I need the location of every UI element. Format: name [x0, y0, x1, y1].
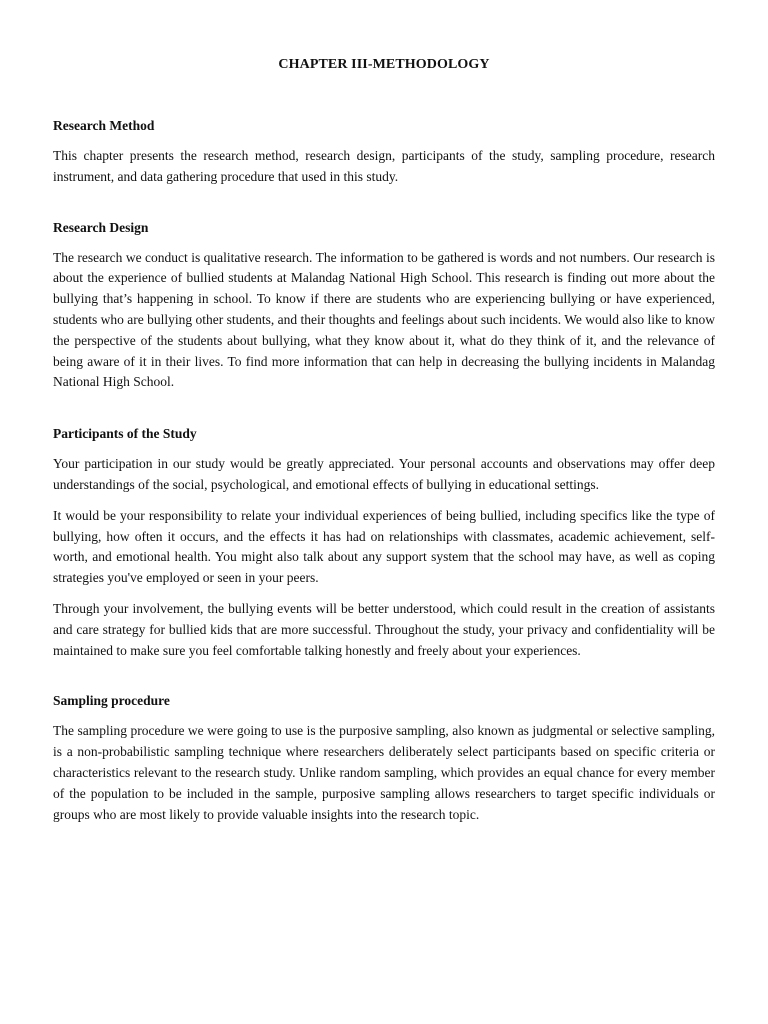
research-design-heading: Research Design	[53, 219, 149, 235]
sampling-paragraph: The sampling procedure we were going to use is the purposive sampling, also known as judgmental or selective sampling, is a non-probabilistic sampling technique where researchers deliberately select participants based on specific criteria or characteristics relevant to the research study. Unlike random sampling, which provides an equal chance for every member of the population to be included in the sample, purposive sampling allows researchers to target specific individuals or groups who are most likely to provide valuable insights into the research topic.	[53, 723, 715, 822]
participants-paragraph-3: Through your involvement, the bullying events will be better understood, which could result in the creation of assistants and care strategy for bullied kids that are more successful. Throughout the study, your privacy and confidentiality will be maintained to make sure you feel comfortable talking honestly and freely about your experiences.	[53, 600, 715, 658]
chapter-title: CHAPTER III-METHODOLOGY	[278, 57, 490, 72]
document-page	[53, 50, 715, 825]
research-design-paragraph: The research we conduct is qualitative research. The information to be gathered is words and not numbers. Our research is about the experience of bullied students at Malandag National High School. This research is finding out more about the bullying that’s happening in school. To know if there are students who are experiencing bullying or have experienced, students who are bullying other students, and their thoughts and feelings about such incidents. We would also like to know the perspective of the students about bullying, what they know about it, what do they think of it, and the relevance of being aware of it in their lives. To find more information that can help in decreasing the bullying incidents in Malandag National High School.	[53, 249, 715, 390]
participants-heading: Participants of the Study	[53, 426, 197, 442]
participants-paragraph-2: It would be your responsibility to relate your individual experiences of being bullied, including specifics like the type of bullying, how often it occurs, and the effects it has had on relationships with classmates, academic achievement, self-worth, and emotional health. You might also talk about any support system that the school may have, as well as coping strategies you've employed or seen in your peers.	[53, 507, 715, 586]
participants-paragraph-1: Your participation in our study would be greatly appreciated. Your personal accounts and observations may offer deep understandings of the social, psychological, and emotional effects of bullying in educational settings.	[53, 456, 715, 492]
research-method-heading: Research Method	[53, 118, 155, 133]
sampling-heading: Sampling procedure	[53, 693, 170, 709]
research-method-paragraph: This chapter presents the research method, research design, participants of the study, sampling procedure, research instrument, and data gathering procedure that used in this study.	[53, 148, 715, 184]
